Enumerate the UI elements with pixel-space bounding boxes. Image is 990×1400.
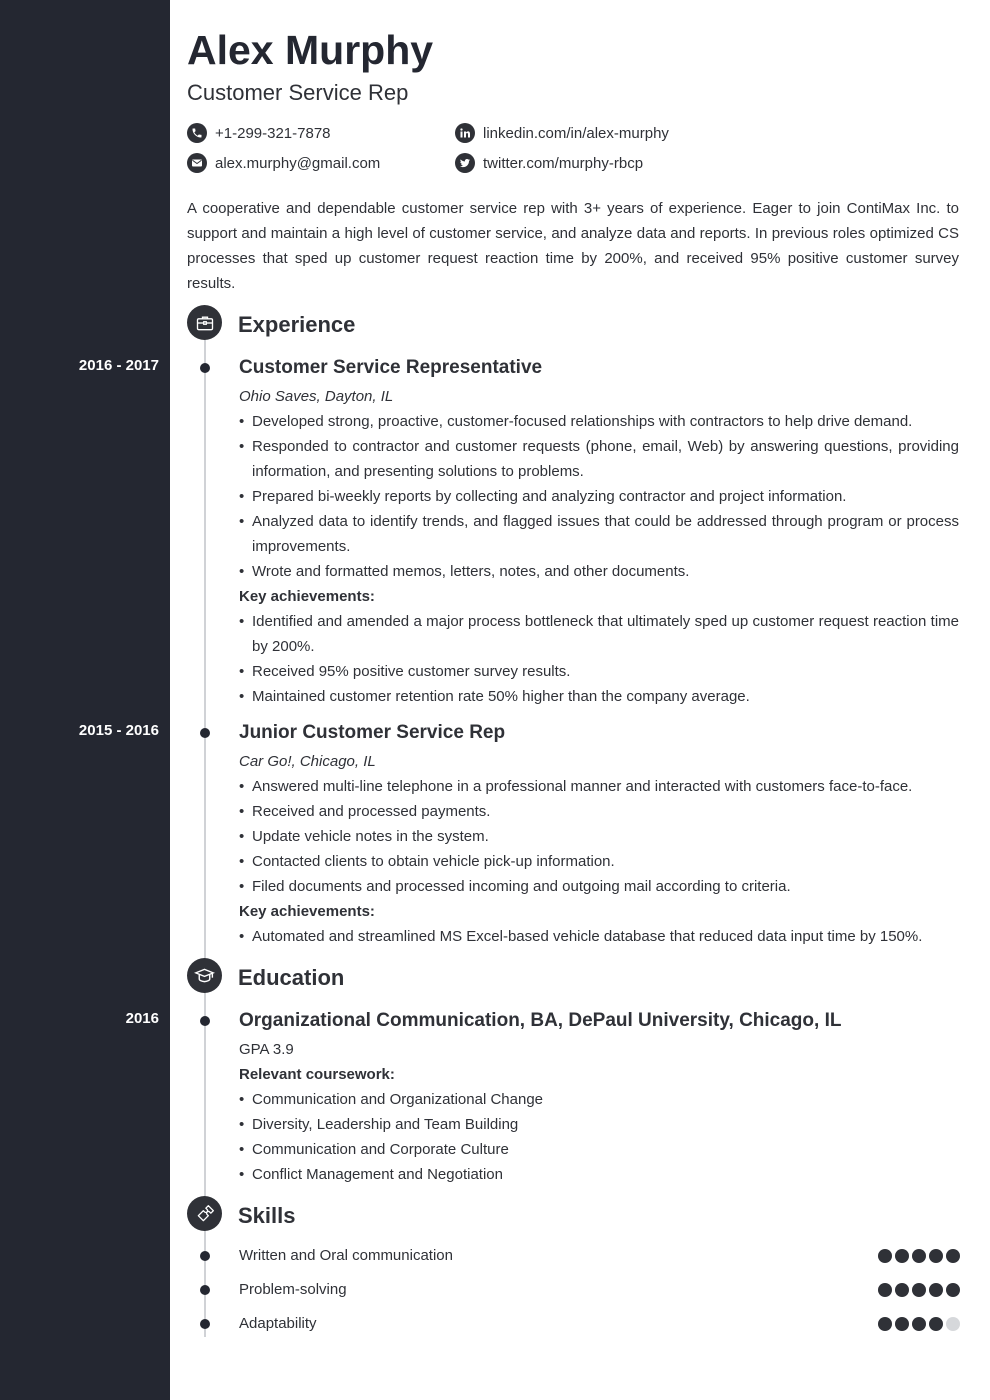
- timeline-dot: [200, 1285, 210, 1295]
- list-item: • Received 95% positive customer survey results.: [239, 659, 959, 684]
- timeline-dot: [200, 1251, 210, 1261]
- job-2-dates: 2015 - 2016: [78, 722, 159, 739]
- coursework-list: [239, 1087, 959, 1187]
- rating-dot: [929, 1317, 943, 1331]
- list-item: • Responded to contractor and customer requests (phone, email, Web) by answering questions, providing information, and presenting solutions to problems.: [239, 434, 959, 484]
- timeline-dot: [200, 1016, 210, 1026]
- contact-phone[interactable]: [187, 122, 331, 144]
- rating-dot: [912, 1317, 926, 1331]
- education-entry: [239, 1008, 959, 1187]
- list-item: • Identified and amended a major process bottleneck that ultimately sped up customer request reaction time by 200%.: [239, 609, 959, 659]
- job-title: Customer Service Rep: [187, 80, 409, 105]
- list-item: • Update vehicle notes in the system.: [239, 824, 959, 849]
- skill-name: Adaptability: [239, 1315, 317, 1332]
- list-item: • Answered multi-line telephone in a professional manner and interacted with customers face-to-face.: [239, 774, 959, 799]
- job-1-dates: 2016 - 2017: [78, 357, 159, 374]
- skill-rating: [878, 1317, 960, 1331]
- rating-dot: [946, 1317, 960, 1331]
- education-heading: Education: [238, 965, 345, 990]
- twitter-icon: [455, 153, 475, 173]
- contact-phone-text: +1-299-321-7878: [215, 124, 331, 142]
- experience-heading: Experience: [238, 312, 356, 337]
- summary: A cooperative and dependable customer service rep with 3+ years of experience. Eager to join ContiMax Inc. to support and maintain a high level of customer service, and analyze data and reports. In previous roles optimized CS processes that sped up customer request reaction time by 200%, and received 95% positive customer survey results.: [187, 200, 959, 292]
- resume-name: Alex Murphy: [187, 27, 434, 73]
- rating-dot: [946, 1283, 960, 1297]
- list-item: • Automated and streamlined MS Excel-based vehicle database that reduced data input time by 150%.: [239, 924, 959, 949]
- contact-email[interactable]: [187, 152, 380, 174]
- contact-email-text: alex.murphy@gmail.com: [215, 154, 381, 172]
- rating-dot: [929, 1249, 943, 1263]
- rating-dot: [895, 1317, 909, 1331]
- puzzle-icon: [187, 1196, 222, 1231]
- job-1-achievements-label: Key achievements:: [239, 588, 375, 605]
- list-item: • Conflict Management and Negotiation: [239, 1162, 959, 1187]
- timeline-dot: [200, 728, 210, 738]
- envelope-icon: [187, 153, 207, 173]
- rating-dot: [878, 1317, 892, 1331]
- job-2-role: Junior Customer Service Rep: [239, 722, 506, 743]
- skill-name: Written and Oral communication: [239, 1247, 453, 1264]
- list-item: • Diversity, Leadership and Team Building: [239, 1112, 959, 1137]
- timeline-dot: [200, 363, 210, 373]
- list-item: • Contacted clients to obtain vehicle pick-up information.: [239, 849, 959, 874]
- list-item: • Communication and Corporate Culture: [239, 1137, 959, 1162]
- list-item: • Communication and Organizational Change: [239, 1087, 959, 1112]
- rating-dot: [929, 1283, 943, 1297]
- list-item: • Analyzed data to identify trends, and flagged issues that could be addressed through program or process improvements.: [239, 509, 959, 559]
- skills-heading: Skills: [238, 1203, 296, 1228]
- timeline-dot: [200, 1319, 210, 1329]
- list-item: • Prepared bi-weekly reports by collecting and analyzing contractor and project information.: [239, 484, 959, 509]
- contact-linkedin-text: linkedin.com/in/alex-murphy: [483, 124, 669, 142]
- graduation-cap-icon: [187, 958, 222, 993]
- rating-dot: [895, 1249, 909, 1263]
- rating-dot: [895, 1283, 909, 1297]
- job-1-responsibilities: [239, 409, 959, 584]
- contact-linkedin[interactable]: [455, 122, 669, 144]
- job-2-responsibilities: [239, 774, 959, 899]
- rating-dot: [946, 1249, 960, 1263]
- job-1-company: Ohio Saves, Dayton, IL: [239, 388, 394, 405]
- education-degree: Organizational Communication, BA, DePaul University, Chicago, IL: [239, 1010, 842, 1031]
- list-item: • Wrote and formatted memos, letters, notes, and other documents.: [239, 559, 959, 584]
- contact-twitter[interactable]: [455, 152, 643, 174]
- job-1: [239, 355, 959, 709]
- education-gpa: GPA 3.9: [239, 1041, 294, 1058]
- job-2-company: Car Go!, Chicago, IL: [239, 753, 376, 770]
- rating-dot: [878, 1283, 892, 1297]
- job-2-achievements-label: Key achievements:: [239, 903, 375, 920]
- skill-rating: [878, 1283, 960, 1297]
- job-2: [239, 720, 959, 949]
- sidebar: [0, 0, 170, 1400]
- timeline-line: [204, 335, 206, 1337]
- rating-dot: [912, 1249, 926, 1263]
- briefcase-icon: [187, 305, 222, 340]
- linkedin-icon: [455, 123, 475, 143]
- education-dates: 2016: [125, 1010, 159, 1027]
- skill-name: Problem-solving: [239, 1281, 347, 1298]
- list-item: • Maintained customer retention rate 50% higher than the company average.: [239, 684, 959, 709]
- job-1-achievements: [239, 609, 959, 709]
- phone-icon: [187, 123, 207, 143]
- rating-dot: [878, 1249, 892, 1263]
- list-item: • Filed documents and processed incoming and outgoing mail according to criteria.: [239, 874, 959, 899]
- job-2-achievements: [239, 924, 959, 949]
- skill-rating: [878, 1249, 960, 1263]
- job-1-role: Customer Service Representative: [239, 357, 543, 378]
- list-item: • Developed strong, proactive, customer-focused relationships with contractors to help drive demand.: [239, 409, 959, 434]
- list-item: • Received and processed payments.: [239, 799, 959, 824]
- contact-twitter-text: twitter.com/murphy-rbcp: [483, 154, 644, 172]
- rating-dot: [912, 1283, 926, 1297]
- coursework-label: Relevant coursework:: [239, 1066, 395, 1083]
